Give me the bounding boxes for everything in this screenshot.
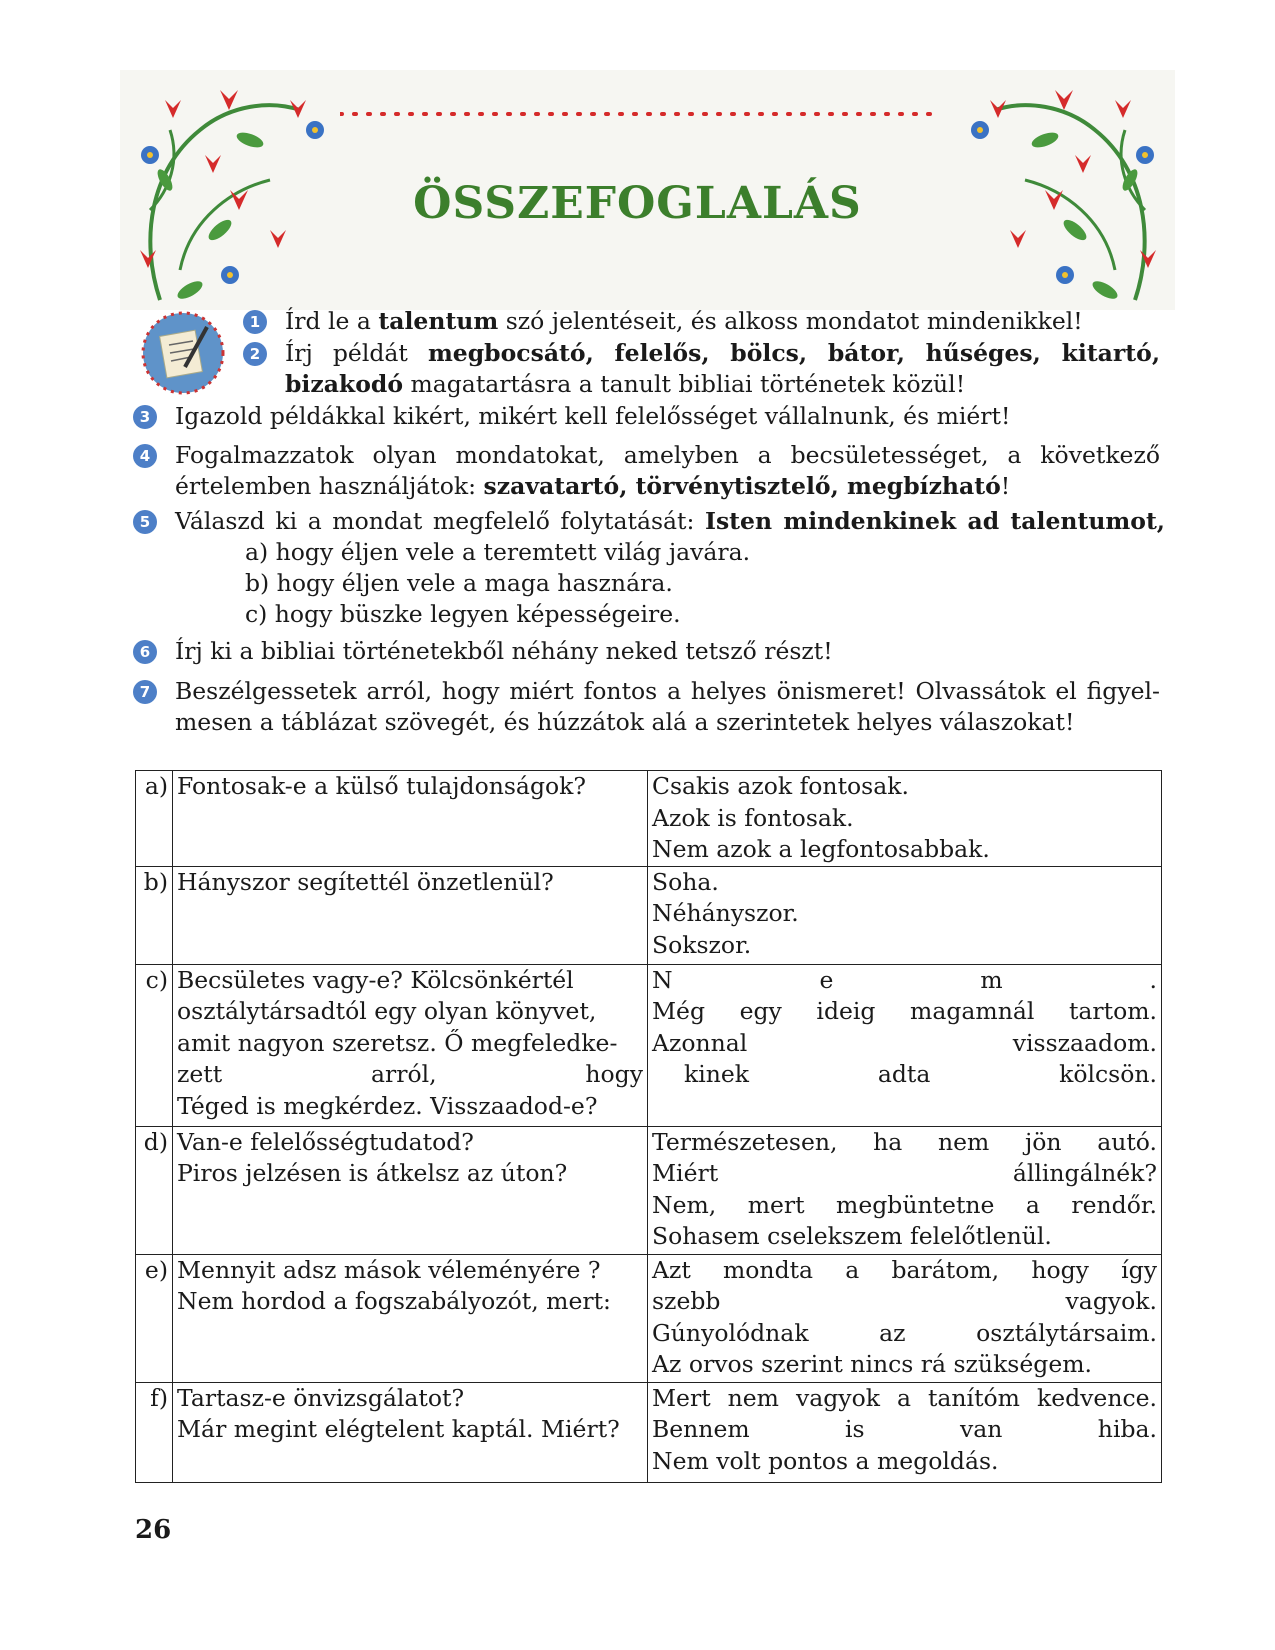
task-number-6: 6: [133, 640, 157, 664]
question-line: Van-e felelősségtudatod?: [177, 1127, 474, 1156]
question-line: Tartasz-e önvizsgálatot?: [177, 1383, 465, 1412]
answer-option[interactable]: Azt mondta a barátom, hogy így: [652, 1255, 1157, 1284]
row-label: e): [136, 1254, 173, 1382]
answer-option[interactable]: Az orvos szerint nincs rá szükségem.: [652, 1350, 1092, 1378]
task-1-text-b: szó jelentéseit, és alkoss mondatot mindenikkel!: [498, 307, 1083, 335]
task-number-4: 4: [133, 444, 157, 468]
task-4: [175, 440, 1160, 502]
answer-option[interactable]: Azok is fontosak.: [652, 803, 854, 832]
task-6: Írj ki a bibliai történetekből néhány neked tetsző részt!: [175, 637, 833, 665]
answer-option[interactable]: Gúnyolódnak az osztálytársaim.: [652, 1318, 1157, 1347]
table-row: [136, 1382, 1162, 1482]
answer-option[interactable]: Mert nem vagyok a tanítóm kedvence.: [652, 1383, 1157, 1412]
task-3: Igazold példákkal kikért, mikért kell felelősséget vállalnunk, és miért!: [175, 402, 1011, 430]
answer-option[interactable]: kinek adta kölcsön.: [684, 1060, 1157, 1088]
task-7-line-2: mesen a táblázat szövegét, és húzzátok alá a szerintetek helyes válaszokat!: [175, 708, 1075, 736]
question-line: Fontosak-e a külső tulajdonságok?: [177, 772, 586, 800]
answer-option[interactable]: Természetesen, ha nem jön autó.: [652, 1127, 1157, 1156]
answer-option[interactable]: Bennem is van hiba.: [652, 1415, 1157, 1443]
task-2-line-2: [285, 369, 1160, 400]
task-5-option-c: c) hogy büszke legyen képességeire.: [245, 600, 681, 628]
page-number: 26: [135, 1515, 172, 1545]
answer-option[interactable]: Nem, mert megbüntetne a rendőr.: [652, 1190, 1157, 1219]
task-2-text: Írj példát: [285, 339, 428, 367]
task-5-line-1: [175, 506, 1165, 537]
answer-option[interactable]: Azonnal visszaadom.: [652, 1028, 1157, 1057]
answer-cell: [648, 771, 1162, 867]
answer-option[interactable]: Sohasem cselekszem felelőtlenül.: [652, 1222, 1052, 1250]
task-4-text: értelemben használjátok:: [175, 472, 484, 500]
task-number-2: 2: [243, 342, 267, 366]
task-7: [175, 676, 1160, 738]
task-5-option-a: a) hogy éljen vele a teremtett világ javára.: [245, 538, 751, 566]
question-cell: [173, 1254, 648, 1382]
task-5-keywords: Isten mindenkinek ad talentumot,: [704, 507, 1165, 535]
answer-cell: [648, 866, 1162, 964]
task-number-1: 1: [243, 310, 267, 334]
task-4-keywords: szavatartó, törvénytisztelő, megbízható: [483, 472, 1001, 500]
answer-cell: [648, 1126, 1162, 1254]
answer-option[interactable]: Miért állingálnék?: [652, 1159, 1157, 1187]
task-2: [285, 338, 1160, 400]
question-cell: [173, 1126, 648, 1254]
question-cell: [173, 1382, 648, 1482]
row-label: c): [136, 964, 173, 1126]
answer-option[interactable]: szebb vagyok.: [652, 1287, 1157, 1315]
answer-option[interactable]: Még egy ideig magamnál tartom.: [652, 997, 1157, 1025]
row-label: b): [136, 866, 173, 964]
question-line: osztálytársadtól egy olyan könyvet,: [177, 997, 597, 1025]
question-line: Téged is megkérdez. Visszaadod-e?: [177, 1091, 598, 1120]
question-line: Piros jelzésen is átkelsz az úton?: [177, 1159, 568, 1187]
row-label: a): [136, 771, 173, 867]
answer-option[interactable]: Nem azok a legfontosabbak.: [652, 835, 990, 863]
table-row: [136, 1126, 1162, 1254]
task-4-line-1: Fogalmazzatok olyan mondatokat, amelyben a becsületességet, a következő: [175, 441, 1160, 469]
answer-cell: [648, 1254, 1162, 1382]
self-knowledge-table: [135, 770, 1162, 1483]
question-line: Hányszor segítettél önzetlenül?: [177, 867, 554, 896]
task-1-keyword: talentum: [378, 307, 499, 335]
row-label: d): [136, 1126, 173, 1254]
question-line: zett arról, hogy: [177, 1060, 643, 1088]
task-number-3: 3: [133, 405, 157, 429]
answer-cell: [648, 964, 1162, 1126]
question-line: Nem hordod a fogszabályozót, mert:: [177, 1287, 611, 1315]
task-5-option-b: b) hogy éljen vele a maga hasznára.: [245, 569, 673, 597]
question-cell: [173, 771, 648, 867]
dotted-border: [340, 110, 940, 118]
task-2-text-2: magatartásra a tanult bibliai történetek közül!: [403, 370, 966, 398]
task-number-5: 5: [133, 510, 157, 534]
row-label: f): [136, 1382, 173, 1482]
writing-paper-icon: [133, 305, 233, 400]
answer-option[interactable]: Néhányszor.: [652, 899, 799, 927]
question-cell: [173, 866, 648, 964]
task-7-line-1: Beszélgessetek arról, hogy miért fontos a helyes önismeret! Olvassátok el figyel-: [175, 677, 1160, 705]
question-line: amit nagyon szeretsz. Ő megfeledke-: [177, 1028, 618, 1057]
task-4-line-2: [175, 471, 1160, 502]
question-cell: [173, 964, 648, 1126]
table-row: [136, 771, 1162, 867]
question-line: Már megint elégtelent kaptál. Miért?: [177, 1415, 620, 1443]
answer-option[interactable]: N e m .: [652, 965, 1157, 994]
task-2-keyword-2: bizakodó: [285, 370, 403, 398]
table-row: [136, 1254, 1162, 1382]
task-4-end: !: [1000, 472, 1011, 500]
question-line: Becsületes vagy-e? Kölcsönkértél: [177, 965, 574, 994]
task-5-text: Válaszd ki a mondat megfelelő folytatását:: [175, 507, 705, 535]
table-row: [136, 866, 1162, 964]
answer-cell: [648, 1382, 1162, 1482]
task-1: [285, 306, 1160, 337]
answer-option[interactable]: Sokszor.: [652, 930, 752, 959]
task-number-7: 7: [133, 680, 157, 704]
task-5: [175, 506, 1165, 630]
task-2-line-1: [285, 338, 1160, 369]
task-2-keywords: megbocsátó, felelős, bölcs, bátor, hűséges, kitartó,: [427, 339, 1160, 367]
question-line: Mennyit adsz mások véleményére ?: [177, 1255, 601, 1284]
answer-option[interactable]: Csakis azok fontosak.: [652, 772, 909, 800]
task-1-text-a: Írd le a: [285, 307, 379, 335]
answer-option[interactable]: Soha.: [652, 867, 719, 896]
page-title: ÖSSZEFOGLALÁS: [413, 178, 862, 229]
table-row: [136, 964, 1162, 1126]
answer-option[interactable]: Nem volt pontos a megoldás.: [652, 1446, 999, 1475]
